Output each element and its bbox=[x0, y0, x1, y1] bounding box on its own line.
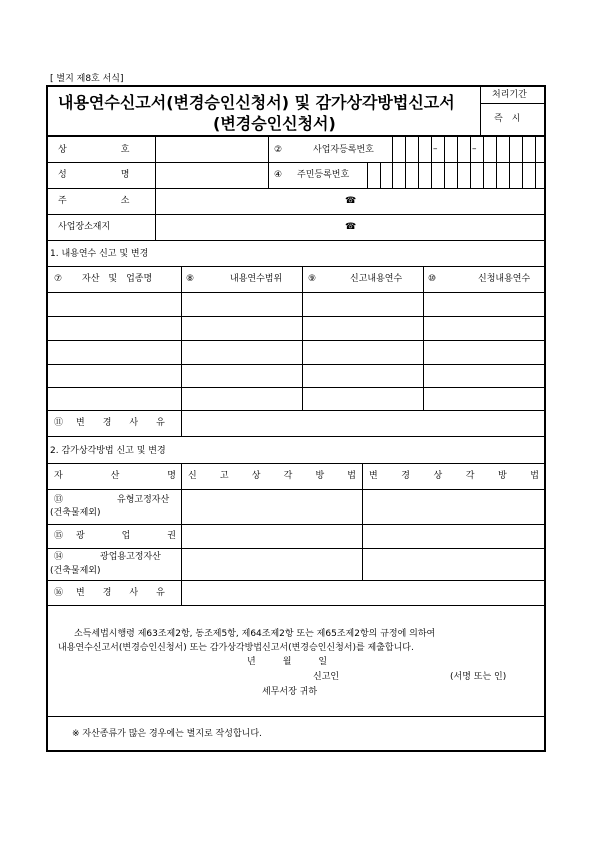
footnote: ※ 자산종류가 많은 경우에는 별지로 작성합니다. bbox=[72, 729, 262, 739]
col-line bbox=[302, 266, 303, 410]
title-divider-h bbox=[480, 103, 546, 104]
row15-label: 광 업 권 bbox=[76, 531, 176, 541]
digit-box bbox=[496, 137, 497, 162]
digit-box bbox=[509, 162, 510, 188]
col10-header: 신청내용연수 bbox=[478, 274, 531, 284]
row-line bbox=[46, 463, 546, 464]
digit-box bbox=[405, 137, 406, 162]
col-line bbox=[181, 463, 182, 605]
header-bottom-line bbox=[46, 135, 546, 137]
row14-label: 광업용고정자산 bbox=[100, 552, 161, 562]
processing-period-label: 처리기간 bbox=[492, 90, 527, 100]
processing-period-value: 즉 시 bbox=[494, 114, 521, 124]
digit-box bbox=[457, 137, 458, 162]
report-method-header: 신 고 상 각 방 법 bbox=[188, 471, 356, 481]
reason-mark: ⑪ bbox=[54, 418, 64, 428]
section2-title: 2. 감가상각방법 신고 및 변경 bbox=[50, 446, 166, 456]
row13-note: (건축물제외) bbox=[50, 508, 101, 518]
row14-note: (건축물제외) bbox=[50, 566, 101, 576]
row-line bbox=[46, 436, 546, 437]
row-line bbox=[46, 292, 546, 293]
col10-mark: ⑩ bbox=[428, 274, 437, 284]
row-line bbox=[46, 580, 546, 581]
declaration-line2: 내용연수신고서(변경승인신청서) 또는 감가상각방법신고서(변경승인신청서)를 제출합니다. bbox=[58, 643, 414, 653]
row15-mark: ⑮ bbox=[54, 531, 64, 541]
digit-box bbox=[444, 162, 445, 188]
name-label: 성 명 bbox=[58, 170, 130, 180]
address-label: 주 소 bbox=[58, 196, 130, 206]
row-line bbox=[46, 548, 546, 549]
change-method-header: 변 경 상 각 방 법 bbox=[369, 471, 539, 481]
digit-box bbox=[418, 162, 419, 188]
row13-mark: ⑬ bbox=[54, 495, 64, 505]
digit-box bbox=[535, 162, 536, 188]
digit-box bbox=[535, 137, 536, 162]
form-subtitle: (변경승인신청서) bbox=[213, 114, 336, 133]
row-line bbox=[46, 605, 546, 606]
phone-icon: ☎ bbox=[345, 196, 357, 206]
resident-no-label: 주민등록번호 bbox=[297, 170, 350, 180]
row-line bbox=[46, 524, 546, 525]
row-line bbox=[46, 387, 546, 388]
row-line bbox=[46, 489, 546, 490]
trade-name-label: 상 호 bbox=[58, 145, 130, 155]
form-number-label: [ 별지 제8호 서식] bbox=[50, 74, 124, 84]
declaration-date: 년 월 일 bbox=[247, 657, 328, 667]
col-line bbox=[268, 137, 269, 188]
row16-mark: ⑯ bbox=[54, 588, 64, 598]
digit-box bbox=[418, 137, 419, 162]
digit-box bbox=[470, 137, 471, 162]
digit-box bbox=[522, 162, 523, 188]
row16-label: 변 경 사 유 bbox=[76, 588, 165, 598]
row-line bbox=[46, 162, 546, 163]
col9-header: 신고내용연수 bbox=[350, 274, 403, 284]
col-line bbox=[367, 162, 368, 188]
col7-header: 자산 및 업종명 bbox=[82, 274, 153, 284]
digit-box bbox=[405, 162, 406, 188]
row-line bbox=[46, 240, 546, 241]
applicant-label: 신고인 bbox=[313, 672, 340, 682]
dash: – bbox=[472, 144, 477, 154]
row-line bbox=[46, 364, 546, 365]
digit-box bbox=[522, 137, 523, 162]
reason-label: 변 경 사 유 bbox=[76, 418, 165, 428]
row-line bbox=[46, 410, 546, 411]
row13-label: 유형고정자산 bbox=[117, 495, 170, 505]
biz-location-label: 사업장소재지 bbox=[58, 222, 111, 232]
biz-reg-no-label: 사업자등록번호 bbox=[313, 145, 374, 155]
title-divider bbox=[480, 85, 481, 135]
row-line bbox=[46, 340, 546, 341]
digit-box bbox=[392, 162, 393, 188]
digit-box bbox=[483, 162, 484, 188]
footnote-divider bbox=[46, 716, 546, 717]
row14-mark: ⑭ bbox=[54, 552, 64, 562]
row-line bbox=[46, 214, 546, 215]
col-line bbox=[362, 463, 363, 580]
row-line bbox=[46, 266, 546, 267]
row-line bbox=[46, 316, 546, 317]
col-line bbox=[392, 137, 393, 162]
col8-mark: ⑧ bbox=[186, 274, 195, 284]
biz-reg-no-mark: ② bbox=[274, 145, 283, 155]
col8-header: 내용연수범위 bbox=[230, 274, 283, 284]
declaration-line1: 소득세법시행령 제63조제2항, 동조제5항, 제64조제2항 또는 제65조제2항의 규정에 의하여 bbox=[74, 629, 436, 639]
digit-box bbox=[483, 137, 484, 162]
form-title: 내용연수신고서(변경승인신청서) 및 감가상각방법신고서 bbox=[58, 93, 455, 112]
col-line bbox=[423, 266, 424, 410]
digit-box bbox=[496, 162, 497, 188]
dash: – bbox=[433, 144, 438, 154]
digit-box bbox=[509, 137, 510, 162]
resident-no-mark: ④ bbox=[274, 170, 283, 180]
col9-mark: ⑨ bbox=[308, 274, 317, 284]
digit-box bbox=[380, 162, 381, 188]
signature-label: (서명 또는 인) bbox=[450, 672, 507, 682]
asset-name-header: 자 산 명 bbox=[54, 471, 176, 481]
digit-box bbox=[431, 162, 432, 188]
col7-mark: ⑦ bbox=[54, 274, 63, 284]
digit-box bbox=[470, 162, 471, 188]
row-line bbox=[46, 188, 546, 189]
digit-box bbox=[444, 137, 445, 162]
digit-box bbox=[431, 137, 432, 162]
digit-box bbox=[457, 162, 458, 188]
col-line bbox=[181, 266, 182, 436]
section1-title: 1. 내용연수 신고 및 변경 bbox=[50, 249, 149, 259]
col-line bbox=[155, 137, 156, 240]
recipient-label: 세무서장 귀하 bbox=[262, 687, 318, 697]
phone-icon: ☎ bbox=[345, 222, 357, 232]
